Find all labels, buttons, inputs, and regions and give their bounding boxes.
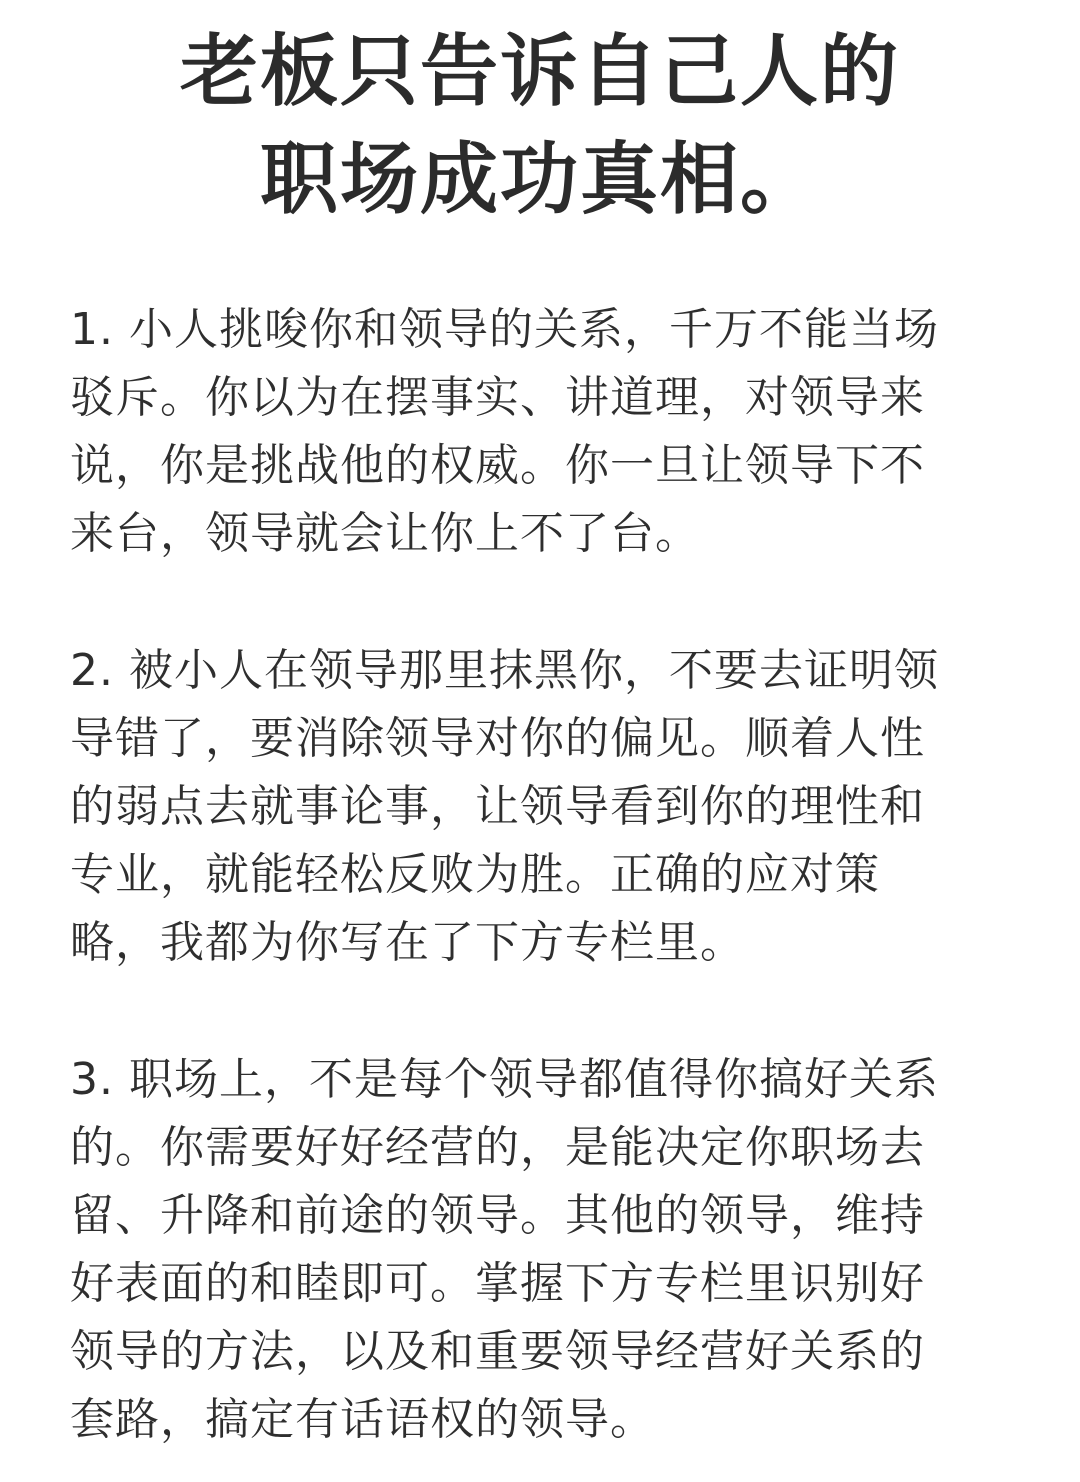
paragraph-line: 来台，领导就会让你上不了台。 [70, 508, 700, 559]
paragraph-1 [70, 296, 1000, 568]
paragraph-2 [70, 637, 1000, 977]
paragraph-3 [70, 1046, 1000, 1454]
page-title [0, 18, 1080, 234]
paragraph-line: 3. 职场上，不是每个领导都值得你搞好关系 [70, 1054, 939, 1105]
paragraph-line: 的。你需要好好经营的，是能决定你职场去 [70, 1122, 925, 1173]
paragraph-line: 套路，搞定有话语权的领导。 [70, 1394, 655, 1445]
paragraph-line: 留、升降和前途的领导。其他的领导，维持 [70, 1190, 925, 1241]
paragraph-line: 领导的方法，以及和重要领导经营好关系的 [70, 1326, 925, 1377]
paragraph-line: 驳斥。你以为在摆事实、讲道理，对领导来 [70, 372, 925, 423]
paragraph-line: 1. 小人挑唆你和领导的关系，千万不能当场 [70, 304, 939, 355]
paragraph-line: 说，你是挑战他的权威。你一旦让领导下不 [70, 440, 925, 491]
paragraph-line: 专业，就能轻松反败为胜。正确的应对策 [70, 849, 880, 900]
title-line: 老板只告诉自己人的 [179, 27, 900, 117]
paragraph-line: 导错了，要消除领导对你的偏见。顺着人性 [70, 713, 925, 764]
paragraph-line: 2. 被小人在领导那里抹黑你，不要去证明领 [70, 645, 939, 696]
title-line: 职场成功真相。 [259, 135, 820, 225]
paragraph-line: 的弱点去就事论事，让领导看到你的理性和 [70, 781, 925, 832]
paragraph-line: 略，我都为你写在了下方专栏里。 [70, 917, 745, 968]
paragraph-line: 好表面的和睦即可。掌握下方专栏里识别好 [70, 1258, 925, 1309]
